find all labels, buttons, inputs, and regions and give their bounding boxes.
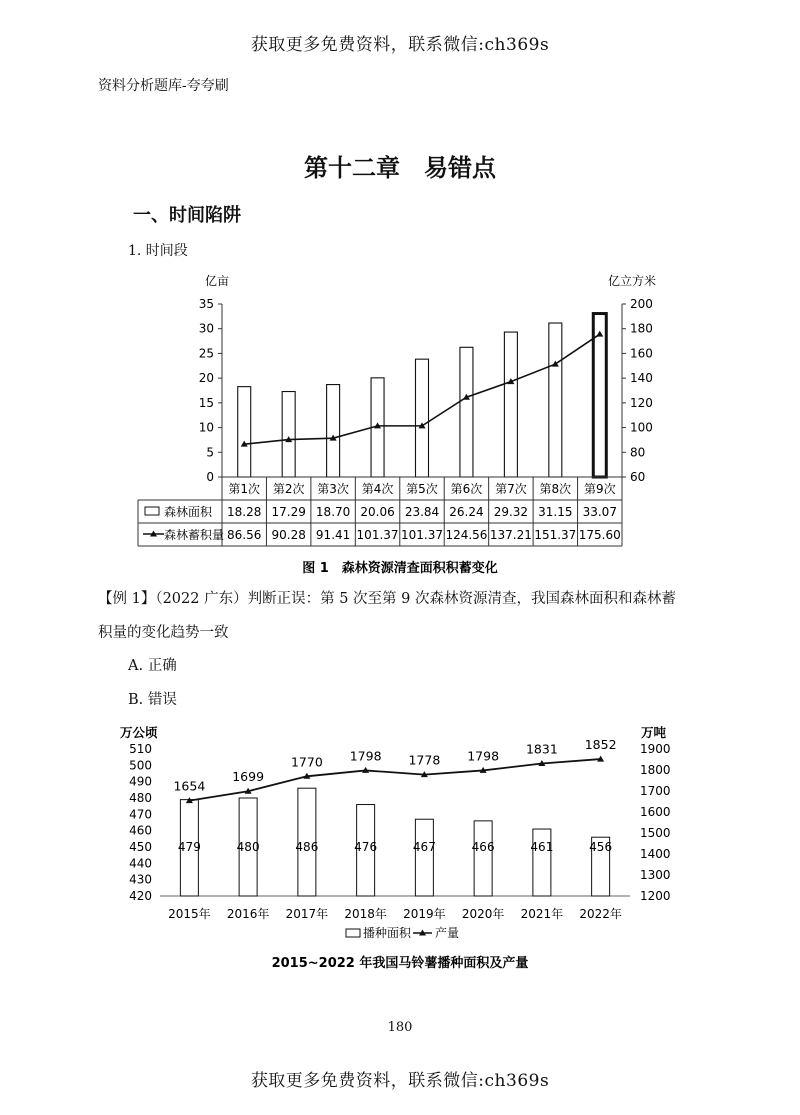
data-label-production: 1831 [525,741,558,757]
left-tick-label: 460 [129,823,152,838]
data-label-production: 1699 [232,769,265,785]
data-label-production: 1852 [584,737,617,753]
left-tick-label: 430 [129,872,152,887]
right-tick-label: 1200 [640,889,671,903]
category-label: 2022年 [579,907,622,921]
bar-forest-area [327,385,340,477]
category-label: 第9次 [583,482,616,496]
data-label-production: 1798 [349,748,382,764]
category-label: 第5次 [406,482,438,496]
right-tick-label: 1300 [640,868,671,882]
left-tick-label: 490 [129,774,152,789]
legend-label-forest-stock: 森林蓄积量 [164,528,225,542]
category-label: 第4次 [361,482,394,496]
category-label: 2021年 [520,907,564,921]
data-label-sown-area: 467 [412,840,436,854]
bar-forest-area [282,392,295,477]
category-label: 2020年 [461,907,505,921]
category-label: 第7次 [495,482,527,496]
left-tick-label: 20 [198,371,214,386]
left-tick-label: 450 [129,840,152,854]
data-label-forest-area: 18.28 [227,505,262,519]
left-tick-label: 470 [129,807,152,822]
bar-forest-area [549,323,562,477]
data-label-production: 1770 [290,754,323,770]
option-b[interactable]: B. 错误 [128,692,177,708]
question-line-1: 【例 1】（2022 广东）判断正误：第 5 次至第 9 次森林资源清查，我国森林面积和森林蓄 [98,591,676,607]
data-label-forest-stock: 137.21 [489,528,532,542]
chapter-title: 第十二章 易错点 [304,153,496,182]
data-label-forest-area: 18.70 [315,505,351,519]
footer-watermark: 获取更多免费资料，联系微信:ch369s [250,1071,550,1091]
data-label-sown-area: 476 [354,840,378,854]
left-axis-unit: 万公顷 [120,725,158,740]
data-label-sown-area: 479 [177,840,201,854]
data-label-production: 1654 [173,778,206,794]
right-tick-label: 1900 [640,742,671,756]
category-label: 2015年 [168,907,211,921]
data-label-production: 1778 [408,752,441,768]
data-label-forest-area: 31.15 [538,505,573,519]
legend-label-production: 产量 [435,926,460,940]
page-number: 180 [387,1020,413,1035]
category-label: 第2次 [272,482,305,496]
category-label: 2016年 [226,907,270,921]
bar-sown-area [415,819,433,896]
right-tick-label: 60 [630,470,646,484]
left-tick-label: 480 [129,791,152,805]
data-label-forest-stock: 101.37 [401,528,443,542]
bar-sown-area [474,821,492,896]
right-axis-unit: 亿立方米 [608,274,657,288]
chart-forest [0,260,800,580]
data-label-sown-area: 466 [471,840,495,854]
right-tick-label: 1400 [640,847,671,861]
left-tick-label: 35 [198,297,214,311]
right-tick-label: 80 [630,445,646,460]
data-label-sown-area: 461 [530,840,554,854]
left-tick-label: 5 [206,445,214,460]
left-tick-label: 0 [206,470,214,484]
data-label-forest-stock: 101.37 [356,528,399,542]
legend-key-sown-area [346,929,360,937]
category-label: 2017年 [285,907,329,921]
category-label: 第6次 [450,482,483,496]
category-label: 第3次 [317,482,349,496]
chart-potato [0,718,800,980]
bar-forest-area [504,332,517,477]
right-tick-label: 100 [630,420,653,435]
bar-forest-area [238,387,251,477]
source-label: 资料分析题库-夸夸刷 [98,78,229,94]
data-label-production: 1798 [467,748,500,764]
data-label-forest-area: 23.84 [404,505,440,519]
chart-title: 图 1 森林资源清查面积积蓄变化 [302,561,498,576]
right-tick-label: 160 [630,346,653,361]
data-label-forest-area: 29.32 [493,505,529,519]
data-label-forest-stock: 91.41 [315,528,351,542]
legend-label-sown-area: 播种面积 [363,926,412,940]
right-tick-label: 1800 [640,763,671,777]
section-title: 一、时间陷阱 [133,205,241,226]
left-tick-label: 10 [198,420,214,435]
data-label-forest-area: 17.29 [271,505,306,519]
right-tick-label: 1600 [640,805,671,819]
right-tick-label: 120 [630,395,653,410]
category-label: 2018年 [344,907,387,921]
left-tick-label: 25 [198,346,214,361]
data-label-forest-area: 26.24 [449,505,484,519]
data-label-sown-area: 456 [589,840,613,854]
data-label-forest-stock: 124.56 [445,528,488,542]
data-label-forest-stock: 86.56 [227,528,262,542]
right-axis-unit: 万吨 [641,725,667,740]
legend-label-forest-area: 森林面积 [164,505,213,519]
data-label-forest-stock: 175.60 [578,528,621,542]
question-line-2: 积量的变化趋势一致 [98,625,229,641]
data-label-forest-area: 33.07 [582,505,617,519]
subsection-title: 1. 时间段 [128,243,188,259]
left-axis-unit: 亿亩 [205,274,230,288]
option-a[interactable]: A. 正确 [128,658,177,674]
data-label-forest-stock: 151.37 [534,528,577,542]
right-tick-label: 180 [630,321,653,336]
right-tick-label: 200 [630,297,653,311]
right-tick-label: 1700 [640,784,671,798]
right-tick-label: 140 [630,371,653,386]
left-tick-label: 510 [129,742,152,756]
bar-forest-area [460,347,473,477]
category-label: 第8次 [539,482,572,496]
data-label-sown-area: 486 [295,840,319,854]
category-label: 第1次 [228,482,261,496]
header-watermark: 获取更多免费资料，联系微信:ch369s [250,35,550,55]
bar-forest-area [416,359,429,477]
right-tick-label: 1500 [640,826,671,840]
left-tick-label: 500 [129,758,152,773]
data-label-sown-area: 480 [236,840,260,854]
data-label-forest-area: 20.06 [360,505,395,519]
legend-key-forest-area [145,507,159,515]
left-tick-label: 440 [129,856,152,871]
chart-title: 2015~2022 年我国马铃薯播种面积及产量 [271,956,529,971]
left-tick-label: 15 [198,395,214,410]
left-tick-label: 30 [198,321,214,336]
data-label-forest-stock: 90.28 [271,528,306,542]
category-label: 2019年 [403,907,446,921]
left-tick-label: 420 [129,889,152,903]
